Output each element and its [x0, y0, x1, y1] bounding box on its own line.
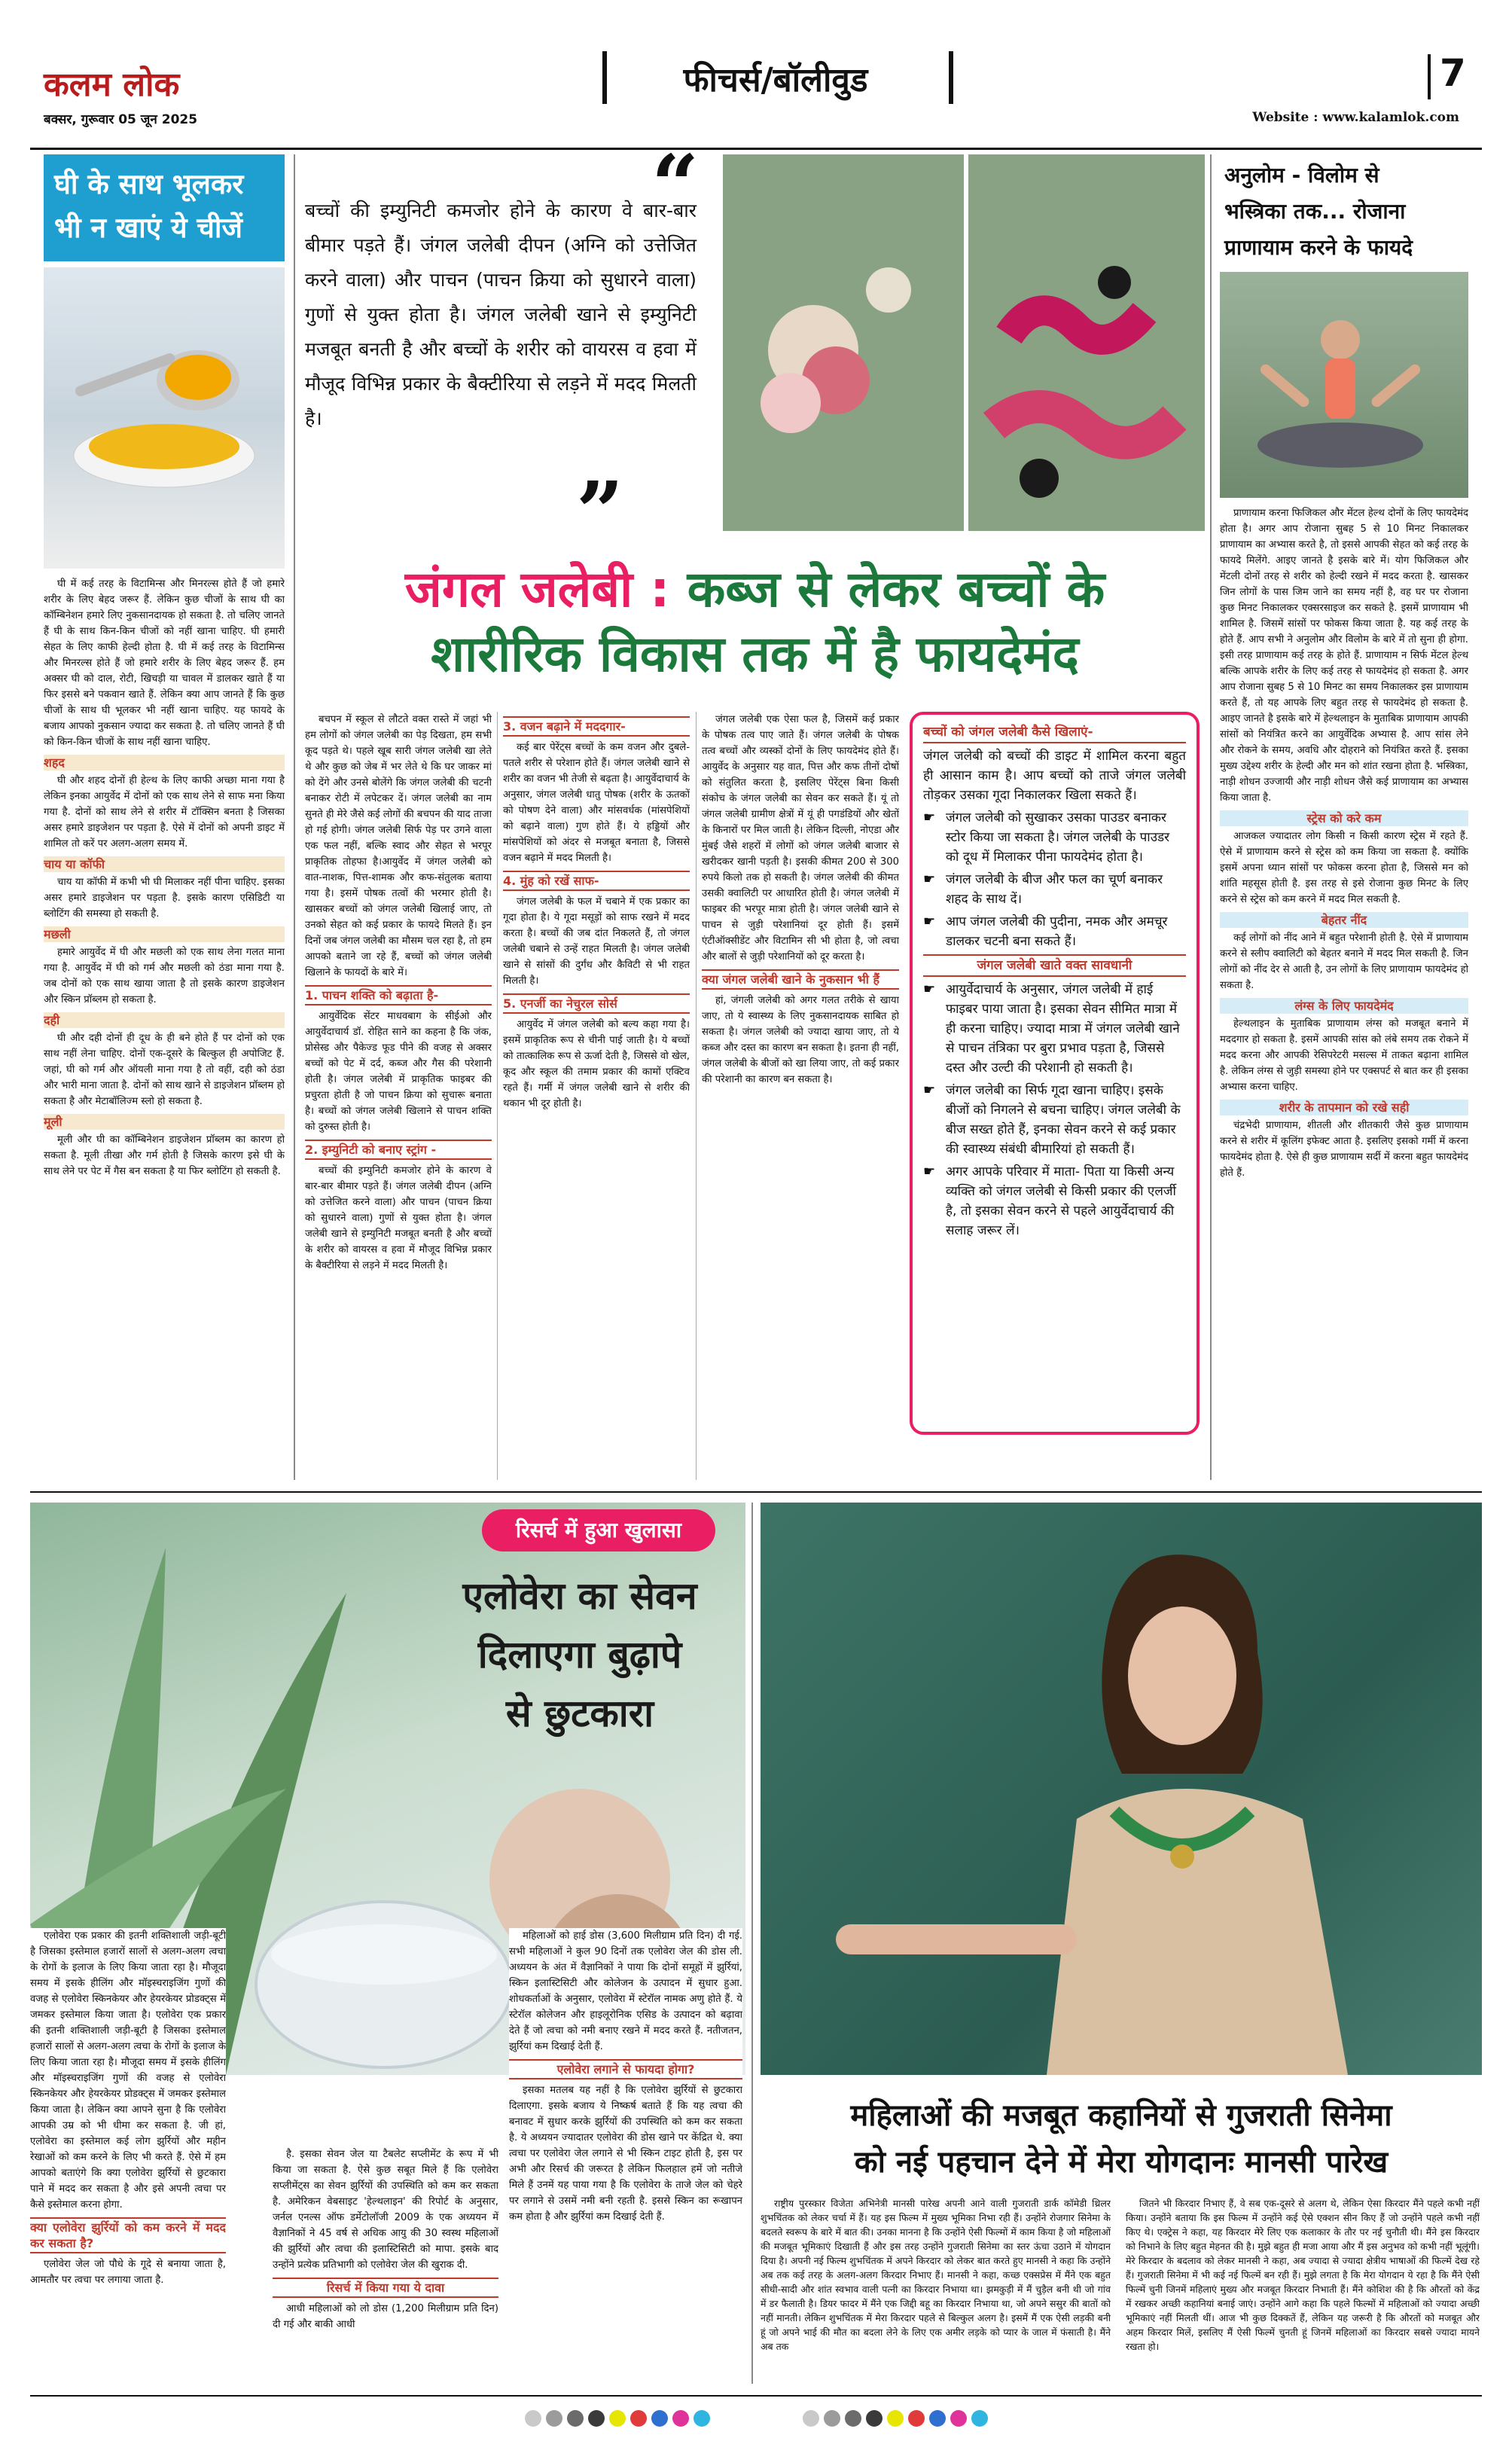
- registration-dot: [546, 2410, 562, 2427]
- ghee-title-box: [44, 154, 285, 261]
- ghee-sub-3: मछली: [44, 926, 285, 942]
- registration-dot: [866, 2410, 883, 2427]
- ghee-body: [44, 576, 285, 1480]
- yoga-woman-icon: [1220, 272, 1468, 498]
- jalebi-sub-3: 3. वजन बढ़ाने में मददगार-: [503, 716, 690, 737]
- infobox-item-6: ☛ अगर आपके परिवार में माता- पिता या किसी अन्य व्यक्ति को जंगल जलेबी से किसी प्रकार की एलर्जी है, तो इसका सेवन करने से पहले आयुर्वेदाचार्य की सलाह जरूर लें।: [923, 1162, 1186, 1240]
- registration-dot: [950, 2410, 967, 2427]
- mid-page-rule: [30, 1491, 1482, 1493]
- infobox-item-2: ☛ जंगल जलेबी के बीज और फल का चूर्ण बनाकर शहद के साथ दें।: [923, 870, 1186, 909]
- registration-dot: [651, 2410, 668, 2427]
- jalebi-col-divider-1: [497, 712, 498, 1480]
- aloe-col3-sub: एलोवेरा लगाने से फायदा होगा?: [509, 2059, 742, 2079]
- registration-dot: [845, 2410, 861, 2427]
- dateline: बक्सर, गुरूवार 05 जून 2025: [44, 112, 198, 127]
- infobox-title-2: जंगल जलेबी खाते वक्त सावधानी: [923, 954, 1186, 977]
- jalebi-col1-text: बचपन में स्कूल से लौटते वक्त रास्ते में जहां भी हम लोगों को जंगल जलेबी का पेड़ दिखता, हम सभी कूद पड़ते थे। पहले खूब सारी जंगल जलेबी खा लेते थे और कुछ को जेब में भर लेते थे कि घर जाकर मां को देंगे और उनसे बोलेंगे कि जंगल जलेबी की चटनी बनाकर रोटी में लपेटकर दें। जंगल जलेबी का नाम सुनते ही मेरे जैसे कई लोगों की बचपन की याद ताजा हो गई होगी। जंगल जलेबी सिर्फ पेड़ पर उगने वाला एक फल नहीं, बल्कि स्वाद और सेहत से भरपूर प्राकृतिक तोहफा है।आयुर्वेद में जंगल जलेबी को वात-नाशक, पित्त-शामक और कफ-संतुलक बताया गया है। इसमें पोषक तत्वों की भरमार होती है। खासकर बच्चों को जंगल जलेबी खिलाई जाए, तो उनको सेहत को कई प्रकार के फायदे मिलते हैं। इन दिनों जब जंगल जलेबी का मौसम चल रहा है, तो हम आपको बताने जा रहे हैं, बच्चों को जंगल जलेबी खिलाने के फायदों के बारे में।: [305, 714, 492, 978]
- jalebi-headline-accent: जंगल जलेबी :: [404, 560, 670, 618]
- aloe-col1-sub: क्या एलोवेरा झुर्रियों को कम करने में मदद कर सकता है?: [30, 2217, 226, 2253]
- jalebi-sub3-text: कई बार पेरेंट्स बच्चों के कम वजन और दुबले-पतले शरीर से परेशान होते हैं। जंगल जलेबी खाने से शरीर का वजन भी तेजी से बढ़ता है। आयुर्वेदाचार्य के अनुसार, जंगल जलेबी धातु पोषक (शरीर के ऊतकों को पोषण देने वाला) और मांसवर्धक (मांसपेशियों को बढ़ाने वाला) गुण होते हैं। ये हड्डियों और मांसपेशियों को अंदर से मजबूत बनाता है, जिससे वजन बढ़ाने में मदद मिलती है।: [503, 742, 690, 864]
- quote-close-icon: ”: [576, 463, 624, 560]
- jalebi-headline-main: कब्ज से लेकर बच्चों के: [687, 560, 1105, 618]
- ghee-divider: [294, 154, 295, 1480]
- ghee-intro: घी में कई तरह के विटामिन्स और मिनरल्स होते हैं जो हमारे शरीर के लिए बेहद जरूर हैं. लेकिन कुछ चीजों के साथ घी का कॉम्बिनेशन हमारे लिए नुकसानदायक हो सकता है. तो चलिए जानते हैं घी के साथ किन-किन चीजों को नहीं खाना चाहिए. घी हमारी सेहत के लिए काफी हेल्दी होता है. घी में कई तरह के विटामिन्स और मिनरल्स होते हैं जो हमारे शरीर के लिए बेहद जरूर हैं. हम अक्सर घी को दाल, रोटी, खिचड़ी या चावल में डालकर खाते हैं या फिर इससे बने पकवान खाते हैं. लेकिन क्या आप जानते हैं कि कुछ चीजों के साथ घी भूलकर भी नहीं खाना चाहिए. यह फायदे के बजाय आपको नुकसान ज्यादा कर सकता है. तो चलिए जानते हैं घी को किन-किन चीजों के साथ नहीं खाना चाहिए.: [44, 578, 285, 748]
- aloe-head-line1: एलोवेरा का सेवन: [462, 1574, 697, 1618]
- pranayam-sub-1: स्ट्रेस को करे कम: [1220, 810, 1468, 826]
- ghee-title-line2: भी न खाएं ये चीजें: [54, 211, 242, 244]
- infobox-item-1: ☛ जंगल जलेबी को सुखाकर उसका पाउडर बनाकर स्टोर किया जा सकता है। जंगल जलेबी के पाउडर को दूध में मिलाकर पीना फायदेमंद होता है।: [923, 808, 1186, 867]
- page-number: 7: [1440, 51, 1466, 95]
- manasi-headline: [761, 2092, 1482, 2186]
- aloe-col2-text: है. इसका सेवन जेल या टैबलेट सप्लीमेंट के रूप में भी किया जा सकता है. ऐसे कुछ सबूत मिले हैं कि एलोवेरा सप्लीमेंट्स का सेवन झुर्रियों की उपस्थिति को कम कर सकता है. अमेरिकन वेबसाइट 'हेल्थलाइन' की रिपोर्ट के अनुसार, जर्नल एनल्स ऑफ डर्मेटोलॉजी 2009 के एक अध्ययन में वैज्ञानिकों ने 45 वर्ष से अधिक आयु की 30 स्वस्थ महिलाओं की झुर्रियों और त्वचा की इलास्टिसिटी को मापा. इसके बाद उन्होंने प्रत्येक प्रतिभागी को एलोवेरा जेल की खुराक दी.: [273, 2149, 498, 2271]
- registration-dot: [887, 2410, 904, 2427]
- registration-dot: [929, 2410, 946, 2427]
- page-number-divider: [1428, 54, 1431, 99]
- aloe-head-line2: दिलाएगा बुढ़ापे: [477, 1633, 682, 1677]
- infobox-item-4: ☛ आयुर्वेदाचार्य के अनुसार, जंगल जलेबी में हाई फाइबर पाया जाता है। इसका सेवन सीमित मात्रा में ही करना चाहिए। ज्यादा मात्रा में जंगल जलेबी खाने से पाचन तंत्रिका पर बुरा प्रभाव पड़ता है, जिससे दस्त और उल्टी की परेशानी हो सकती है।: [923, 980, 1186, 1078]
- ghee-sub-1: शहद: [44, 755, 285, 770]
- jungle-jalebi-fruit-icon: [723, 154, 1205, 531]
- masthead-rule: [30, 148, 1482, 150]
- section-title: फीचर्स/बॉलीवुड: [683, 61, 868, 99]
- pranayam-photo: [1220, 272, 1468, 498]
- aloe-col-1: [30, 1928, 226, 2380]
- pranayam-text-4: चंद्रभेदी प्राणायाम, शीतली और शीतकारी जैसे कुछ प्राणायाम करने से शरीर में कूलिंग इफेक्ट आता है. इसलिए इसको गर्मी में करना फायदेमंद होता है. ऐसे ही कुछ प्राणायाम सर्दी में करना बहुत फायदेमंद होते हैं.: [1220, 1120, 1468, 1179]
- jalebi-sub-2: 2. इम्युनिटी को बनाए स्ट्रांग -: [305, 1140, 492, 1160]
- jalebi-col4-sub: क्या जंगल जलेबी खाने के नुकसान भी हैं: [702, 969, 899, 990]
- jalebi-sub5-text: आयुर्वेद में जंगल जलेबी को बल्य कहा गया है। इसमें प्राकृतिक रूप से चीनी पाई जाती है। ये बच्चों को तात्कालिक रूप से ऊर्जा देती है, जिससे वो खेल, कूद और स्कूल की तमाम प्रकार की कामों एक्टिव रहते हैं। गर्मी में जंगल जलेबी खाने से शरीर की थकान भी दूर होती है।: [503, 1019, 690, 1109]
- registration-dot: [525, 2410, 541, 2427]
- jalebi-headline: [305, 557, 1205, 700]
- infobox: [910, 712, 1200, 1435]
- ghee-photo: [44, 267, 285, 569]
- jalebi-sub4-text: जंगल जलेबी के फल में चबाने में एक प्रकार का गूदा होता है। ये गूदा मसूड़ों को साफ रखने में मदद करता है। बच्चों की जब दांत निकलते हैं, तो जंगल जलेबी चबाने से उन्हें राहत मिलती है। जंगल जलेबी खाने से सांसों की दुर्गंध और कैविटी से भी राहत मिलती है।: [503, 896, 690, 987]
- pranayam-sub-3: लंग्स के लिए फायदेमंद: [1220, 998, 1468, 1014]
- aloe-col-3: [509, 1928, 742, 2380]
- infobox-list-1: [923, 808, 1186, 951]
- aloe-col2-sub-text: आधी महिलाओं को लो डोस (1,200 मिलीग्राम प्रति दिन) दी गई और बाकी आधी: [273, 2303, 498, 2330]
- jalebi-photo: [723, 154, 1205, 531]
- section-left-bracket: [602, 51, 607, 104]
- manasi-head-line2: को नई पहचान देने में मेरा योगदानः मानसी पारेख: [854, 2145, 1389, 2180]
- pranayam-title-line1: अनुलोम - विलोम से: [1224, 163, 1379, 188]
- jalebi-sub2-text: बच्चों की इम्युनिटी कमजोर होने के कारण वे बार-बार बीमार पड़ते हैं। जंगल जलेबी दीपन (अग्नि को उत्तेजित करने वाला) और पाचन (पाचन क्रिया को सुधारने वाला) गुणों से युक्त होता है। जंगल जलेबी खाने से इम्युनिटी मजबूत बनती है और बच्चों के शरीर को वायरस व हवा में मौजूद विभिन्न प्रकार के बैक्टीरिया से लड़ने में मदद मिलती है।: [305, 1165, 492, 1271]
- registration-dot: [672, 2410, 689, 2427]
- pranayam-intro: प्राणायाम करना फिजिकल और मेंटल हेल्थ दोनों के लिए फायदेमंद होता है। अगर आप रोजाना सुबह 5 से 10 मिनट निकालकर प्राणायाम का अभ्यास करते है, तो इससे आपकी सेहत को कई तरह के फायदे मिलेंगे. आइए जानते है इसके बारे में। योग फिजिकल और मेंटली दोनों तरह से शरीर को हेल्दी रखने में मदद करता है. खासकर जिन लोगों के पास जिम जाने का समय नहीं है, वह घर पर रोजाना कुछ मिनट निकालकर एक्सरसाइज कर सकते है. इसमें प्राणायाम भी शामिल है. जिसमें सांसों पर फोकस किया जाता है. यह कई तरह के होते हैं. आप सभी ने अनुलोम और विलोम के बारे में तो सुना ही होगा. इसी तरह प्राणायाम कई तरह के होते हैं. प्राणायाम न सिर्फ मेंटल हेल्थ बल्कि आपके शरीर के लिए कई तरह से फायदेमंद हो सकता है. अगर आप रोजाना सुबह 5 से 10 मिनट का समय निकालकर इस प्राणायाम करते हैं, तो यह आपके लिए बहुत तरह से फायदेमंद हो सकता है. आइए जानते है इसके बारे में हेल्थलाइन के मुताबिक प्राणायाम आपकी सांसों को नियंत्रित करने का आयुर्वेदिक अभ्यास है. आप सांस लेने और रोकने के समय, अवधि और दोहराने को नियंत्रित करते हैं. इसका मुख्य उद्देश्य शरीर के हेल्दी और मन को शांत रखना होता है. भस्त्रिका, नाड़ी शोधन उज्जायी और नाड़ी शोधन जैसे कई प्राणायाम का अभ्यास किया जाता है.: [1220, 508, 1468, 804]
- pranayam-text-1: आजकल ज्यादातर लोग किसी न किसी कारण स्ट्रेस में रहते हैं. ऐसे में प्राणायाम करने से स्ट्रेस को कम किया जा सकता है. क्योंकि इसमें अपना ध्यान सांसों पर फोकस करना होता है, जिससे मन को शांति महसूस होती है. इस तरह से इसे रोजाना कुछ मिनट के लिए करने से स्ट्रेस को कम करने में मदद मिल सकती है.: [1220, 831, 1468, 905]
- ghee-text-5: मूली और घी का कॉम्बिनेशन डाइजेशन प्रॉब्लम का कारण हो सकता है. मूली तीखा और गर्म होती है जिसके कारण इसे घी के साथ लेने पर पेट में गैस बन सकता है या फिर ब्लोटिंग हो सकती है.: [44, 1134, 285, 1177]
- manasi-col-2: [1126, 2196, 1480, 2384]
- actress-portrait-icon: [761, 1503, 1482, 2075]
- registration-dot: [588, 2410, 605, 2427]
- ghee-text-4: घी और दही दोनों ही दूध के ही बने होते हैं पर दोनों को एक साथ नहीं लेना चाहिए. दोनों एक-दूसरे के बिल्कुल ही अपोजिट हैं. जहां, घी को गर्म और ऑयली माना गया है तो वहीं, दही को ठंडा और भारी माना जाता है. दोनों को साथ खाने से डाइजेशन प्रॉब्लम हो सकता है और मेटाबॉलिज्म स्लो हो सकता है.: [44, 1033, 285, 1107]
- pranayam-divider: [1210, 154, 1212, 1480]
- aloe-col1-text: एलोवेरा एक प्रकार की इतनी शक्तिशाली जड़ी-बूटी है जिसका इस्तेमाल हजारों सालों से अलग-अलग त्वचा के रोगों के इलाज के लिए किया जाता रहा है। मौजूदा समय में इसके हीलिंग और मॉइस्चराइजिंग गुणों की वजह से एलोवेरा स्किनकेयर और हेयरकेयर प्रोडक्ट्स में जमकर इस्तेमाल किया जाता है। एलोवेरा एक प्रकार की इतनी शक्तिशाली जड़ी-बूटी है जिसका इस्तेमाल हजारों सालों से अलग-अलग त्वचा के रोगों के इलाज के लिए किया जाता रहा है। मौजूदा समय में इसके हीलिंग और मॉइस्चराइजिंग गुणों की वजह से एलोवेरा स्किनकेयर और हेयरकेयर प्रोडक्ट्स में जमकर इस्तेमाल किया जाता है। लेकिन क्या आपने सुना है कि एलोवेरा आपकी उम्र को भी धीमा कर सकता है. जी हां, एलोवेरा का इस्तेमाल कई लोग झुर्रियों और महीन रेखाओं को कम करने के लिए भी करते हैं. ऐसे में हम आपको बताएंगे कि क्या एलोवेरा झुर्रियों से छुटकारा पाने में मदद कर सकता है और इसे अपनी त्वचा पर कैसे इस्तेमाल करना होगा.: [30, 1930, 226, 2211]
- aloe-col-2: [273, 2146, 498, 2380]
- jalebi-sub-4: 4. मुंह को रखें साफ-: [503, 871, 690, 891]
- pranayam-title-line2: भस्त्रिका तक... रोजाना: [1224, 199, 1406, 224]
- aloe-col2-sub: रिसर्च में किया गया ये दावा: [273, 2278, 498, 2298]
- pranayam-text-2: कई लोगों को नींद आने में बहुत परेशानी होती है. ऐसे में प्राणायाम करने से स्लीप क्वालिटी को बेहतर बनाने में मदद मिल सकती है. जिन लोगों को नींद देर से आती है, उन लोगों के लिए प्राणायाम फायदेमंद हो सकता है.: [1220, 932, 1468, 991]
- pranayam-article: [1220, 154, 1468, 1480]
- jalebi-sub-1: 1. पाचन शक्ति को बढ़ाता है-: [305, 985, 492, 1005]
- quote-block: [305, 136, 715, 560]
- bottom-divider: [751, 1503, 753, 2384]
- jalebi-headline-line2: शारीरिक विकास तक में है फायदेमंद: [431, 625, 1079, 683]
- color-registration-strip: [0, 2410, 1512, 2430]
- manasi-head-line1: महिलाओं की मजबूत कहानियों से गुजराती सिनेमा: [850, 2098, 1392, 2133]
- logo: कलम लोक: [44, 66, 180, 104]
- registration-dot: [803, 2410, 819, 2427]
- pranayam-sub-4: शरीर के तापमान को रखे सही: [1220, 1100, 1468, 1115]
- registration-dot: [971, 2410, 988, 2427]
- jalebi-headline-line1: [305, 557, 1205, 622]
- pranayam-text-3: हेल्थलाइन के मुताबिक प्राणायाम लंग्स को मजबूत बनाने में मददगार हो सकता है. इसमें आपकी सांस को लंबे समय तक रोकने में मदद करना और आपकी रेसिपरेटरी मसल्स में ताकत बढ़ाना शामिल है. लेकिन लंग्स से जुड़ी समस्या होने पर एक्सपर्ट से बात कर ही इसका अभ्यास करना चाहिए.: [1220, 1018, 1468, 1093]
- footer-rule: [30, 2395, 1482, 2397]
- registration-dot: [908, 2410, 925, 2427]
- ghee-sub-4: दही: [44, 1012, 285, 1028]
- aloe-col3-text: महिलाओं को हाई डोस (3,600 मिलीग्राम प्रति दिन) दी गई. सभी महिलाओं ने कुल 90 दिनों तक एलोवेरा जेल की डोस ली. अध्ययन के अंत में वैज्ञानिकों ने पाया कि दोनों समूहों में झुर्रियां, स्किन इलास्टिसिटी और कोलेजन के उत्पादन में सुधार हुआ. शोधकर्ताओं के अनुसार, एलोवेरा में स्टेरॉल नामक अणु होते हैं. ये स्टेरॉल कोलेजन और हाइलूरोनिक एसिड के उत्पादन को बढ़ावा देते हैं जो त्वचा को नमी बनाए रखने में मदद करते हैं. नतीजतन, झुर्रियां कम दिखाई देती हैं.: [509, 1930, 742, 2052]
- jalebi-sub1-text: आयुर्वेदिक सेंटर माधवबाग के सीईओ और आयुर्वेदाचार्य डॉ. रोहित साने का कहना है कि जंक, प्रोसेस्ड और पैकेज्ड फूड पीने की वजह से अक्सर बच्चों को पेट में दर्द, कब्ज और गैस की परेशानी होती है। जंगल जलेबी में प्राकृतिक फाइबर की प्रचुरता होती है जो पाचन क्रिया को सुचारू बनाता है। बच्चों को जंगल जलेबी खिलाने से पाचन शक्ति को दुरुस्त होती है।: [305, 1011, 492, 1133]
- pranayam-title-line3: प्राणायाम करने के फायदे: [1224, 235, 1413, 260]
- pranayam-sub-2: बेहतर नींद: [1220, 912, 1468, 928]
- manasi-col1-text: राष्ट्रीय पुरस्कार विजेता अभिनेत्री मानसी पारेख अपनी आने वाली गुजराती डार्क कॉमेडी थ्रिलर शुभचिंतक को लेकर चर्चा में हैं। यह इस फिल्म में मुख्य भूमिका निभा रही हैं। उन्होंने रोजगार सिनेमा के बदलते स्वरूप के बारे में बात की। उनका मानना है कि उन्होंने ऐसी फिल्मों में काम किया है जो महिलाओं की मजबूत भूमिकाएं दिखाती हैं और इस तरह उन्होंने गुजराती सिनेमा का स्तर ऊंचा उठाने में योगदान दिया है। अपनी नई फिल्म शुभचिंतक में अपने किरदार को लेकर बात करते हुए मानसी ने कहा कि उन्होंने अब तक कई तरह के अलग-अलग किरदार निभाए हैं। मानसी ने कहा, कच्छ एक्सप्रेस में मैंने एक बहुत सीधी-सादी और शांत स्वभाव वाली पत्नी का किरदार निभाया था। झमकुड़ी में मैं चुड़ैल बनी थी जो गांव में डर फैलाती है। डियर फादर में मैंने एक जिद्दी बहू का किरदार निभाया था, जो अपने ससुर की बातों को नहीं मानती। लेकिन शुभचिंतक में मेरा किरदार पहले से बिल्कुल अलग है। इसमें मैं एक ऐसी लड़की बनी हूं जो अपने भाई की मौत का बदला लेने के लिए एक अमीर लड़के को प्यार के जाल में फंसाती है। मैंने अब तक: [761, 2198, 1111, 2352]
- jalebi-col-1: [305, 712, 492, 1480]
- infobox-list-2: [923, 980, 1186, 1240]
- jalebi-col4-sub-text: हां, जंगली जलेबी को अगर गलत तरीके से खाया जाए, तो ये स्वास्थ्य के लिए नुकसानदायक साबित हो सकता है। जंगल जलेबी को ज्यादा खाया जाए, तो ये कब्ज और दस्त का कारण बन सकता है। इतना ही नहीं, जंगल जलेबी के बीजों को खा लिया जाए, तो कई प्रकार की परेशानी का कारण बन सकता है।: [702, 995, 899, 1085]
- ghee-text-2: चाय या कॉफी में कभी भी घी मिलाकर नहीं पीना चाहिए. इसका असर हमारे डाइजेशन पर पड़ता है. इसके कारण एसिडिटी या ब्लोटिंग की समस्या हो सकती है.: [44, 877, 285, 920]
- registration-dot: [609, 2410, 626, 2427]
- aloe-col3-sub-text: इसका मतलब यह नहीं है कि एलोवेरा झुर्रियों से छुटकारा दिलाएगा. इसके बजाय ये निष्कर्ष बताते हैं कि यह त्वचा की बनावट में सुधार करके झुर्रियों की उपस्थिति को कम कर सकता है. ये अध्ययन ज्यादातर एलोवेरा की डोस खाने पर केंद्रित थे. क्या त्वचा पर एलोवेरा जेल लगाने से भी स्किन टाइट होती है, इस पर अभी और रिसर्च की जरूरत है लेकिन फिलहाल हमें जो नतीजे मिले हैं उनमें यह पाया गया है कि एलोवेरा के ताजे जेल को चेहरे पर लगाने से उसमें नमी बनी रहती है. इससे स्किन का रूखापन कम होता है और झुर्रियां कम दिखाई देती हैं.: [509, 2085, 742, 2223]
- aloe-col1-sub-text: एलोवेरा जेल जो पौधे के गूदे से बनाया जाता है, आमतौर पर त्वचा पर लगाया जाता है.: [30, 2259, 226, 2286]
- registration-dot: [630, 2410, 647, 2427]
- jalebi-sub-5: 5. एनर्जी का नेचुरल सोर्स: [503, 993, 690, 1014]
- website: Website : www.kalamlok.com: [1252, 110, 1459, 125]
- aloe-headline: [422, 1567, 738, 1743]
- jalebi-col-divider-2: [696, 712, 697, 1480]
- pranayam-body: [1220, 505, 1468, 1477]
- pranayam-title-box: [1220, 154, 1468, 267]
- jalebi-col4-text: जंगल जलेबी एक ऐसा फल है, जिसमें कई प्रकार के पोषक तत्व पाए जाते हैं। जंगल जलेबी के पोषक तत्व बच्चों और व्यस्कों दोनों के लिए फायदेमंद होते हैं। आयुर्वेद के अनुसार यह वात, पित्त और कफ तीनों दोषों को संतुलित करता है, इसलिए पेरेंट्स बिना किसी संकोच के जंगल जलेबी का सेवन कर सकते हैं। यूं तो जंगल जलेबी ग्रामीण क्षेत्रों में यूं ही पगडंडियों और खेतों के किनारों पर मिल जाती है। लेकिन दिल्ली, नोएडा और मुंबई जैसे शहरों में लोगों को जंगल जलेबी बाजार से खरीदकर खानी पड़ती है। इसकी कीमत 200 से 300 रुपये किलो तक हो सकती है। जंगल जलेबी की कीमत उसकी क्वालिटी पर आधारित होती है। जंगल जलेबी में फाइबर की भरपूर मात्रा होती है। जंगल जलेबी खाने से पाचन से जुड़ी परेशानियां दूर होती हैं। इसमें एंटीऑक्सीडेंट और विटामिन सी भी होता है, जो त्वचा और बालों से जुड़ी परेशानियों को दूर करता है।: [702, 714, 899, 963]
- ghee-spoon-icon: [44, 267, 285, 569]
- jalebi-col-2: [503, 712, 690, 1480]
- aloe-kicker: रिसर्च में हुआ खुलासा: [482, 1509, 715, 1551]
- ghee-article: [44, 154, 285, 1480]
- section-right-bracket: [949, 51, 953, 104]
- infobox-title-1: बच्चों को जंगल जलेबी कैसे खिलाएं-: [923, 722, 1186, 743]
- jalebi-col-3: [702, 712, 899, 1480]
- infobox-item-5: ☛ जंगल जलेबी का सिर्फ गूदा खाना चाहिए। इसके बीजों को निगलने से बचना चाहिए। जंगल जलेबी के बीज सख्त होते हैं, इनका सेवन करने से कई प्रकार की स्वास्थ्य संबंधी बीमारियां हो सकती हैं।: [923, 1081, 1186, 1159]
- manasi-col2-text: जितने भी किरदार निभाए हैं, वे सब एक-दूसरे से अलग थे, लेकिन ऐसा किरदार मैंने पहले कभी नहीं किया। उन्होंने बताया कि इस फिल्म में उन्होंने कई ऐसे एक्शन सीन किए हैं जो उन्होंने पहले कभी नहीं किए थे। एक्ट्रेस ने कहा, यह किरदार मेरे लिए एक कलाकार के तौर पर नई चुनौती थी। मैंने इस किरदार को निभाने के लिए बहुत मेहनत की है। मुझे बहुत ही मजा आया और मैं इस अनुभव को कभी नहीं भूलूंगी। मेरे किरदार के बदलाव को लेकर मानसी ने कहा, अब ज्यादा से ज्यादा क्षेत्रीय भाषाओं की फिल्में देख रहे हैं। गुजराती सिनेमा में भी कई नई फिल्में बन रही हैं। मुझे लगता है कि मेरा योगदान ये रहा है कि मैंने ऐसी फिल्में चुनी जिनमें महिलाएं मुख्य और मजबूत किरदार निभाती हैं। मैंने कोशिश की है कि औरतों को केंद्र में रखकर अच्छी कहानियां बनाई जाएं। उन्होंने आगे कहा कि पहले फिल्मों में महिलाओं को ज्यादा अच्छी भूमिकाएं नहीं मिलती थीं। आज भी कुछ दिक्कतें हैं, लेकिन यह जरूरी है कि औरतों को मजबूत और अहम किरदार मिलें, इसलिए मैं ऐसी फिल्में चुनती हूं जिनमें महिलाओं का किरदार सबसे ज्यादा मायने रखता हो।: [1126, 2198, 1480, 2352]
- quote-text: बच्चों की इम्युनिटी कमजोर होने के कारण वे बार-बार बीमार पड़ते हैं। जंगल जलेबी दीपन (अग्नि को उत्तेजित करने वाला) और पाचन (पाचन क्रिया को सुधारने वाला) गुणों से युक्त होता है। जंगल जलेबी खाने से इम्युनिटी मजबूत बनती है और बच्चों के शरीर को वायरस व हवा में मौजूद विभिन्न प्रकार के बैक्टीरिया से लड़ने में मदद मिलती है।: [305, 200, 697, 429]
- ghee-title-line1: घी के साथ भूलकर: [54, 167, 244, 200]
- registration-dot: [694, 2410, 710, 2427]
- quote-open-icon: “: [651, 136, 700, 233]
- ghee-sub-5: मूली: [44, 1114, 285, 1130]
- manasi-photo: [761, 1503, 1482, 2075]
- aloe-head-line3: से छुटकारा: [505, 1692, 654, 1735]
- ghee-sub-2: चाय या कॉफी: [44, 856, 285, 872]
- registration-dot: [567, 2410, 584, 2427]
- ghee-text-3: हमारे आयुर्वेद में घी और मछली को एक साथ लेना गलत माना गया है. आयुर्वेद में घी को गर्म और मछली को ठंडा माना गया है. जब दोनों को एक साथ खाया जाता है तो इसके कारण डाइजेशन और स्किन प्रॉब्लम हो सकता है.: [44, 947, 285, 1005]
- manasi-col-1: [761, 2196, 1111, 2384]
- infobox-intro: जंगल जलेबी को बच्चों की डाइट में शामिल करना बहुत ही आसान काम है। आप बच्चों को ताजे जंगल जलेबी तोड़कर उसका गूदा निकालकर खिला सकते हैं।: [923, 749, 1186, 803]
- infobox-item-3: ☛ आप जंगल जलेबी की पुदीना, नमक और अमचूर डालकर चटनी बना सकते हैं।: [923, 912, 1186, 951]
- registration-dot: [824, 2410, 840, 2427]
- ghee-text-1: घी और शहद दोनों ही हेल्थ के लिए काफी अच्छा माना गया है लेकिन इनका आयुर्वेद में दोनों को एक साथ लेने से साफ मना किया गया है. दोनों को साथ लेने से शरीर में टॉक्सिन बनता है जिसका असर हमारे डाइजेशन पर पड़ता है. ऐसे में दोनों को अपनी डाइट में शामिल तो करें पर अलग-अलग समय में.: [44, 775, 285, 850]
- masthead: [30, 45, 1482, 128]
